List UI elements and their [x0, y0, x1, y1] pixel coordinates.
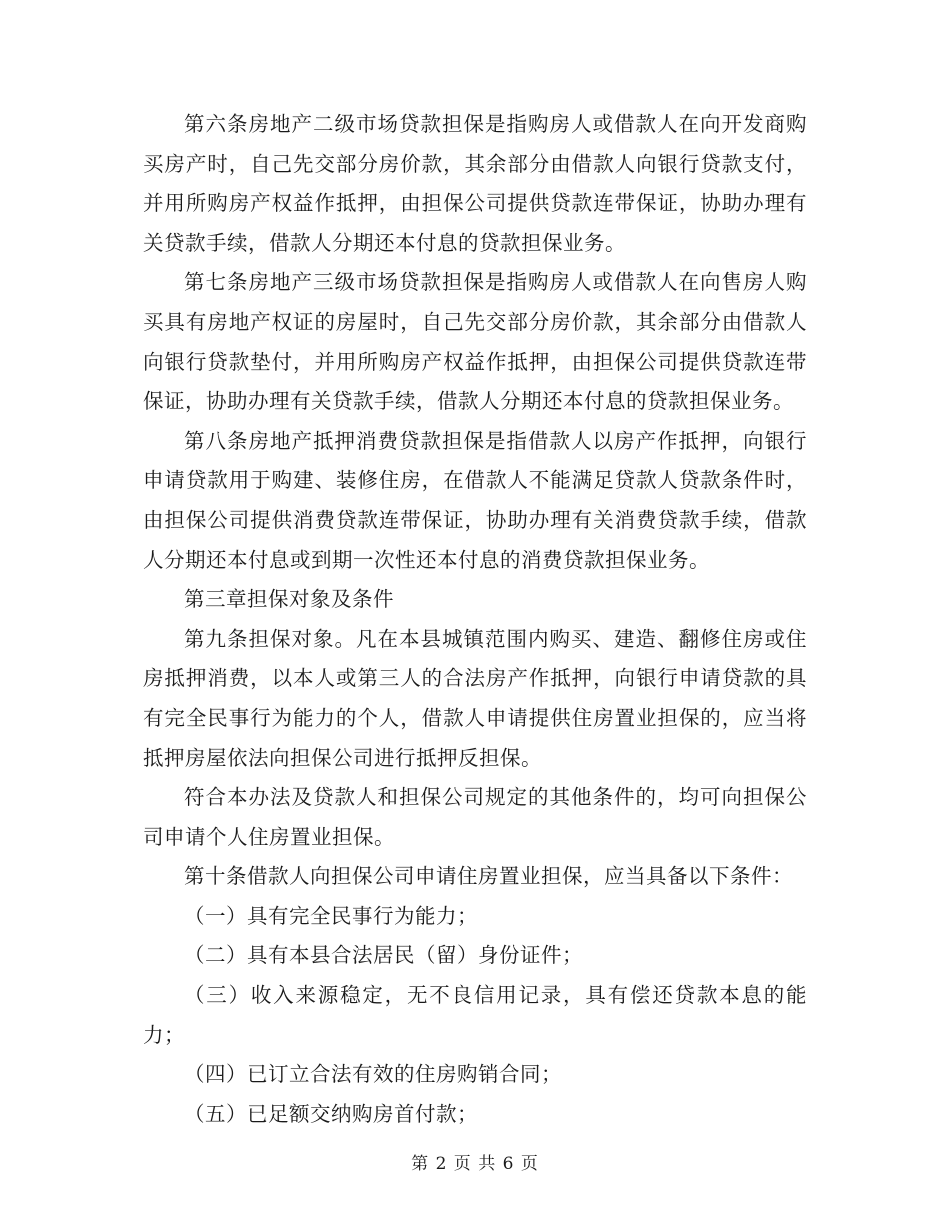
- article-9-paragraph: 第九条担保对象。凡在本县城镇范围内购买、建造、翻修住房或住房抵押消费，以本人或第三人的合法房产作抵押，向银行申请贷款的具有完全民事行为能力的个人，借款人申请提供住房置业担保的，应当将抵押房屋依法向担保公司进行抵押反担保。: [143, 626, 807, 770]
- chapter-3-heading: 第三章担保对象及条件: [184, 587, 394, 612]
- condition-item-5: （五）已足额交纳购房首付款；: [184, 1101, 478, 1126]
- eligibility-paragraph: 符合本办法及贷款人和担保公司规定的其他条件的，均可向担保公司申请个人住房置业担保。: [143, 785, 807, 849]
- condition-item-2: （二）具有本县合法居民（留）身份证件；: [184, 943, 583, 968]
- article-6-paragraph: 第六条房地产二级市场贷款担保是指购房人或借款人在向开发商购买房产时，自己先交部分房价款，其余部分由借款人向银行贷款支付，并用所购房产权益作抵押，由担保公司提供贷款连带保证，协助办理有关贷款手续，借款人分期还本付息的贷款担保业务。: [143, 112, 807, 255]
- article-10-paragraph: 第十条借款人向担保公司申请住房置业担保，应当具备以下条件：: [184, 864, 793, 889]
- document-body: [143, 105, 807, 1134]
- article-7-paragraph: 第七条房地产三级市场贷款担保是指购房人或借款人在向售房人购买具有房地产权证的房屋时，自己先交部分房价款，其余部分由借款人向银行贷款垫付，并用所购房产权益作抵押，由担保公司提供贷款连带保证，协助办理有关贷款手续，借款人分期还本付息的贷款担保业务。: [143, 270, 807, 414]
- article-8-paragraph: 第八条房地产抵押消费贷款担保是指借款人以房产作抵押，向银行申请贷款用于购建、装修住房，在借款人不能满足贷款人贷款条件时，由担保公司提供消费贷款连带保证，协助办理有关消费贷款手续，借款人分期还本付息或到期一次性还本付息的消费贷款担保业务。: [143, 428, 807, 572]
- page-number-footer: 第 2 页 共 6 页: [411, 1154, 539, 1174]
- condition-item-4: （四）已订立合法有效的住房购销合同；: [184, 1062, 562, 1087]
- condition-item-3: （三）收入来源稳定，无不良信用记录，具有偿还贷款本息的能力；: [143, 983, 807, 1047]
- condition-item-1: （一）具有完全民事行为能力；: [184, 903, 478, 928]
